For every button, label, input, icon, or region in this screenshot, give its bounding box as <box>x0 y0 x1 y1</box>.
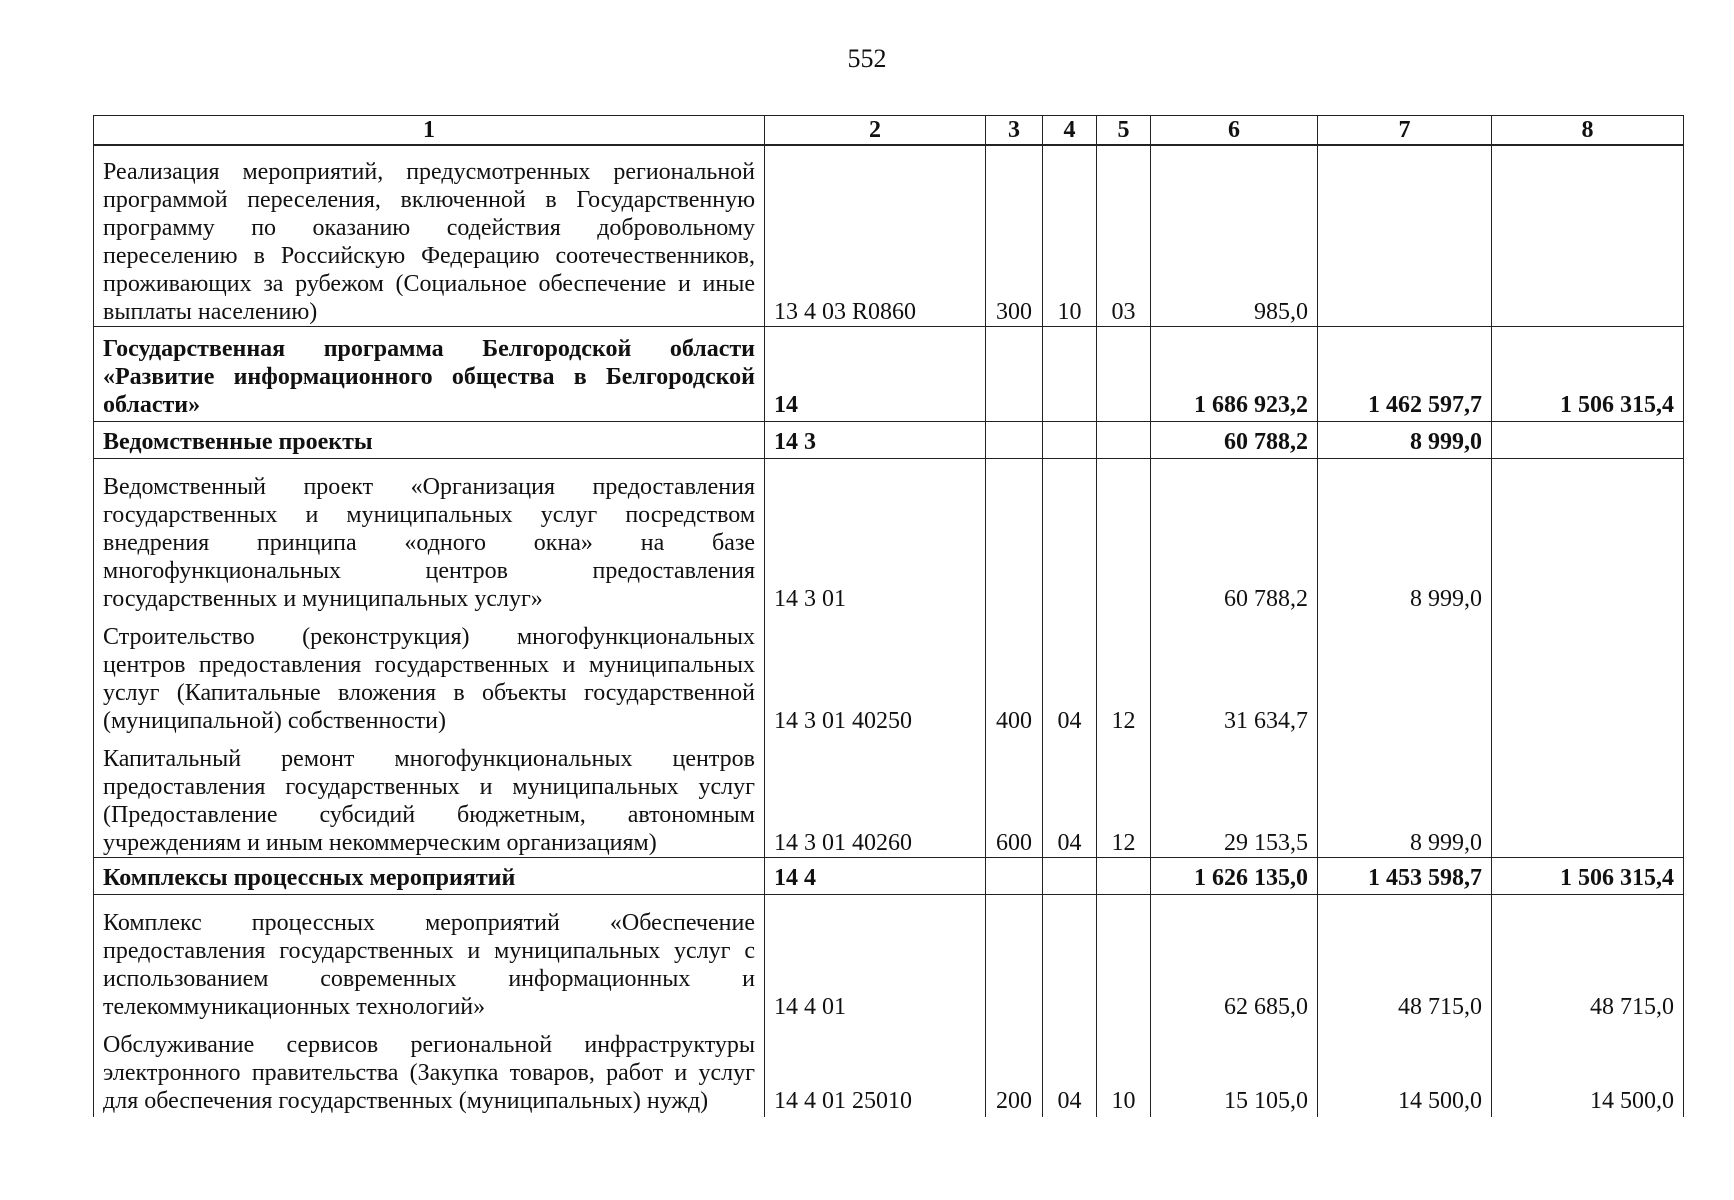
column-header: 3 <box>986 116 1043 146</box>
row-col6: 985,0 <box>1151 145 1318 327</box>
row-code: 14 3 01 40250 <box>765 613 986 735</box>
row-name: Капитальный ремонт многофункциональных центров предоставления государственных и муниципальных услуг (Предоставление субсидий бюджетным, автономным учреждениям и иным некоммерческим организациям) <box>94 735 765 858</box>
row-col7: 1 453 598,7 <box>1318 858 1492 895</box>
table-row <box>94 327 1684 422</box>
row-col4: 10 <box>1043 145 1097 327</box>
row-code: 14 3 01 <box>765 459 986 614</box>
row-code: 13 4 03 R0860 <box>765 145 986 327</box>
budget-table <box>93 115 1684 1117</box>
row-col3: 300 <box>986 145 1043 327</box>
row-col4 <box>1043 858 1097 895</box>
table-row <box>94 422 1684 459</box>
row-col7: 8 999,0 <box>1318 459 1492 614</box>
row-code: 14 4 01 <box>765 895 986 1022</box>
row-col8: 1 506 315,4 <box>1492 327 1684 422</box>
row-col6: 15 105,0 <box>1151 1021 1318 1117</box>
row-col3 <box>986 858 1043 895</box>
row-col7 <box>1318 613 1492 735</box>
table-row <box>94 1021 1684 1117</box>
row-col7: 8 999,0 <box>1318 735 1492 858</box>
row-name: Государственная программа Белгородской области «Развитие информационного общества в Белгородской области» <box>94 327 765 422</box>
row-col8 <box>1492 613 1684 735</box>
row-col3 <box>986 327 1043 422</box>
row-col4 <box>1043 895 1097 1022</box>
row-col5: 12 <box>1097 613 1151 735</box>
row-col5: 10 <box>1097 1021 1151 1117</box>
row-col5 <box>1097 327 1151 422</box>
row-col8 <box>1492 459 1684 614</box>
row-name: Реализация мероприятий, предусмотренных региональной программой переселения, включенной в Государственную программу по оказанию содействия добровольному переселению в Российскую Федерацию соотечественников, проживающих за рубежом (Социальное обеспечение и иные выплаты населению) <box>94 145 765 327</box>
row-col6: 60 788,2 <box>1151 459 1318 614</box>
row-col5 <box>1097 422 1151 459</box>
row-col4: 04 <box>1043 1021 1097 1117</box>
column-header: 7 <box>1318 116 1492 146</box>
row-col7: 8 999,0 <box>1318 422 1492 459</box>
column-header: 6 <box>1151 116 1318 146</box>
row-col6: 1 626 135,0 <box>1151 858 1318 895</box>
row-col8: 48 715,0 <box>1492 895 1684 1022</box>
row-name: Обслуживание сервисов региональной инфраструктуры электронного правительства (Закупка товаров, работ и услуг для обеспечения государственных (муниципальных) нужд) <box>94 1021 765 1117</box>
table-row <box>94 735 1684 858</box>
row-col4 <box>1043 422 1097 459</box>
column-header: 8 <box>1492 116 1684 146</box>
row-col7 <box>1318 145 1492 327</box>
row-code: 14 <box>765 327 986 422</box>
row-code: 14 3 <box>765 422 986 459</box>
row-col3 <box>986 895 1043 1022</box>
row-col7: 1 462 597,7 <box>1318 327 1492 422</box>
row-code: 14 3 01 40260 <box>765 735 986 858</box>
row-name: Комплекс процессных мероприятий «Обеспечение предоставления государственных и муниципальных услуг с использованием современных информационных и телекоммуникационных технологий» <box>94 895 765 1022</box>
row-col3 <box>986 422 1043 459</box>
row-col4 <box>1043 327 1097 422</box>
row-col5 <box>1097 459 1151 614</box>
row-code: 14 4 01 25010 <box>765 1021 986 1117</box>
row-col8 <box>1492 145 1684 327</box>
row-col4: 04 <box>1043 735 1097 858</box>
row-col6: 60 788,2 <box>1151 422 1318 459</box>
row-col6: 31 634,7 <box>1151 613 1318 735</box>
row-col4: 04 <box>1043 613 1097 735</box>
row-col8: 14 500,0 <box>1492 1021 1684 1117</box>
row-col6: 1 686 923,2 <box>1151 327 1318 422</box>
column-header: 2 <box>765 116 986 146</box>
row-col5 <box>1097 895 1151 1022</box>
header-row <box>94 116 1684 146</box>
row-col6: 62 685,0 <box>1151 895 1318 1022</box>
row-name: Строительство (реконструкция) многофункциональных центров предоставления государственных и муниципальных услуг (Капитальные вложения в объекты государственной (муниципальной) собственности) <box>94 613 765 735</box>
column-header: 5 <box>1097 116 1151 146</box>
column-header: 1 <box>94 116 765 146</box>
row-col3: 400 <box>986 613 1043 735</box>
row-name: Ведомственный проект «Организация предоставления государственных и муниципальных услуг посредством внедрения принципа «одного окна» на базе многофункциональных центров предоставления государственных и муниципальных услуг» <box>94 459 765 614</box>
page-number: 552 <box>847 44 887 73</box>
row-col8: 1 506 315,4 <box>1492 858 1684 895</box>
row-col7: 14 500,0 <box>1318 1021 1492 1117</box>
row-name: Комплексы процессных мероприятий <box>94 858 765 895</box>
row-col5 <box>1097 858 1151 895</box>
row-col5: 12 <box>1097 735 1151 858</box>
table-row <box>94 145 1684 327</box>
table-row <box>94 459 1684 614</box>
row-col3 <box>986 459 1043 614</box>
row-col7: 48 715,0 <box>1318 895 1492 1022</box>
row-name: Ведомственные проекты <box>94 422 765 459</box>
row-col4 <box>1043 459 1097 614</box>
table-row <box>94 895 1684 1022</box>
row-col6: 29 153,5 <box>1151 735 1318 858</box>
column-header: 4 <box>1043 116 1097 146</box>
table-row <box>94 858 1684 895</box>
row-col3: 200 <box>986 1021 1043 1117</box>
row-col8 <box>1492 735 1684 858</box>
row-code: 14 4 <box>765 858 986 895</box>
row-col8 <box>1492 422 1684 459</box>
row-col5: 03 <box>1097 145 1151 327</box>
row-col3: 600 <box>986 735 1043 858</box>
table-row <box>94 613 1684 735</box>
